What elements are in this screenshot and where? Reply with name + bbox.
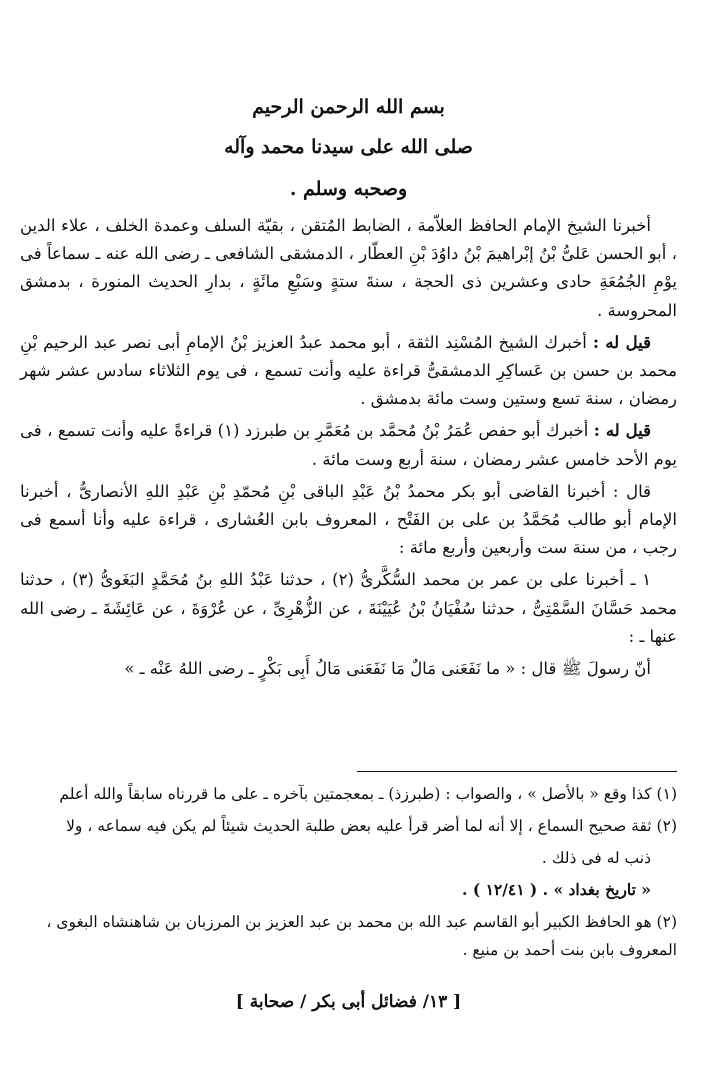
hadith-isnad: ١ ـ أخبرنا على بن عمر بن محمد السُّكَّرىُّ (٢) ، حدثنا عَبْدُ اللهِ بنُ مُحَمَّدٍ البَغَوىُّ (٣) ، حدثنا محمد حَسَّانَ السَّمْتِىُّ ، حدثنا سُفْيَانُ بْنُ عُيَيْنَةَ ، عن الزُّهْرِىِّ ، عن عُرْوَةَ ، عن عَائِشَةَ ـ رضى الله عنها ـ : bbox=[20, 570, 677, 646]
qila-lahu-label: قيل له : bbox=[592, 332, 651, 352]
document-page bbox=[20, 0, 677, 1085]
footnote-1: (١) كذا وقع « بالأصل » ، والصواب : (طبرزذ) ـ بمعجمتين بآخره ـ على ما قررناه سابقاً والله أعلم bbox=[59, 785, 677, 803]
salawat-heading: صلى الله على سيدنا محمد وآله bbox=[224, 136, 473, 158]
basmala-heading: بسم الله الرحمن الرحيم bbox=[252, 96, 445, 118]
main-text bbox=[20, 212, 677, 687]
footnotes bbox=[20, 780, 677, 968]
paragraph-qila-lahu-2 bbox=[20, 417, 677, 473]
paragraph-isnad-intro: أخبرنا الشيخ الإمام الحافظ العلاّمة ، الضابط المُتقن ، بقيّة السلف وعمدة الخلف ، علاء الدين ، أبو الحسن عَلىُّ بْنُ إبْراهيمَ بْنُ داوُدَ بْنِ العطّار ، الدمشقى الشافعى ـ رضى الله عنه ـ سماعاً فى يوْمِ الجُمُعَةِ حادى وعشرين ذى الحجة ، سنةَ ستةٍ وسَبْعِ مائَةٍ ، بدارِ الحديث المنورة ، بدمشق المحروسة . bbox=[20, 216, 677, 320]
paragraph-text: أخبرك الشيخ المُسْنِد الثقة ، أبو محمد عبدُ العزيز بْنُ الإمامِ أبى نصر عبد الرحيم بْنِ محمد بن حسن بن عَساكِرِ الدمشقىُّ قراءة عليه وأنت تسمع ، فى يوم الثلاثاء سادس عشر شهر رمضان ، سنة تسع وستين وست مائة بدمشق . bbox=[20, 332, 677, 409]
paragraph-qila-lahu-1 bbox=[20, 329, 677, 414]
footnote-divider bbox=[357, 771, 677, 772]
paragraph-qala: قال : أخبرنا القاضى أبو بكر محمدُ بْنُ عَبْدِ الباقى بْنِ مُحمّدِ بْنِ عَبْدِ اللهِ الأنصارىُّ ، أخبرنا الإمام أبو طالب مُحَمَّدُ بن على بن الفَتْح ، المعروف بابن العُشارى ، قراءة عليه وأنا أسمع فى رجب ، من سنة ست وأربعين وأربع مائة : bbox=[20, 481, 677, 558]
paragraph-text: أخبرك أبو حفص عُمَرُ بْنُ مُحمَّد بن مُعَمَّرِ بن طبرزد (١) قراءةً عليه وأنت تسمع ، فى يوم الأحد خامس عشر رمضان ، سنة أربع وست مائة . bbox=[20, 421, 677, 469]
page-footer-label: [ ١٣/ فضائل أبى بكر / صحابة ] bbox=[235, 992, 462, 1012]
qila-lahu-label: قيل له : bbox=[593, 421, 651, 441]
footnote-3: (٢) هو الحافظ الكبير أبو القاسم عبد الله بن محمد بن عبد العزيز بن المرزبان بن شاهنشاه البغوى ، المعروف بابن بنت أحمد بن منيع . bbox=[46, 913, 677, 959]
hadith-matn: أنّ رسولَ ﷺ قال : « ما نَفَعَنى مَالٌ مَا نَفَعَنى مَالُ أَبِى بَكْرٍ ـ رضى اللهُ عَنْه ـ » bbox=[124, 659, 651, 679]
salawat-heading-continuation: وصحبه وسلم . bbox=[289, 178, 408, 200]
footnote-2: (٢) ثقة صحيح السماع ، إلا أنه لما أضر قرأ عليه بعض طلبة الحديث شيئاً لم يكن فيه سماعه ، ولا bbox=[66, 817, 677, 835]
footnote-2-reference: « تاريخ بغداد » . ( ١٢/٤١ ) . bbox=[462, 880, 651, 899]
footnote-2-continuation: ذنب له فى ذلك . bbox=[541, 849, 651, 867]
